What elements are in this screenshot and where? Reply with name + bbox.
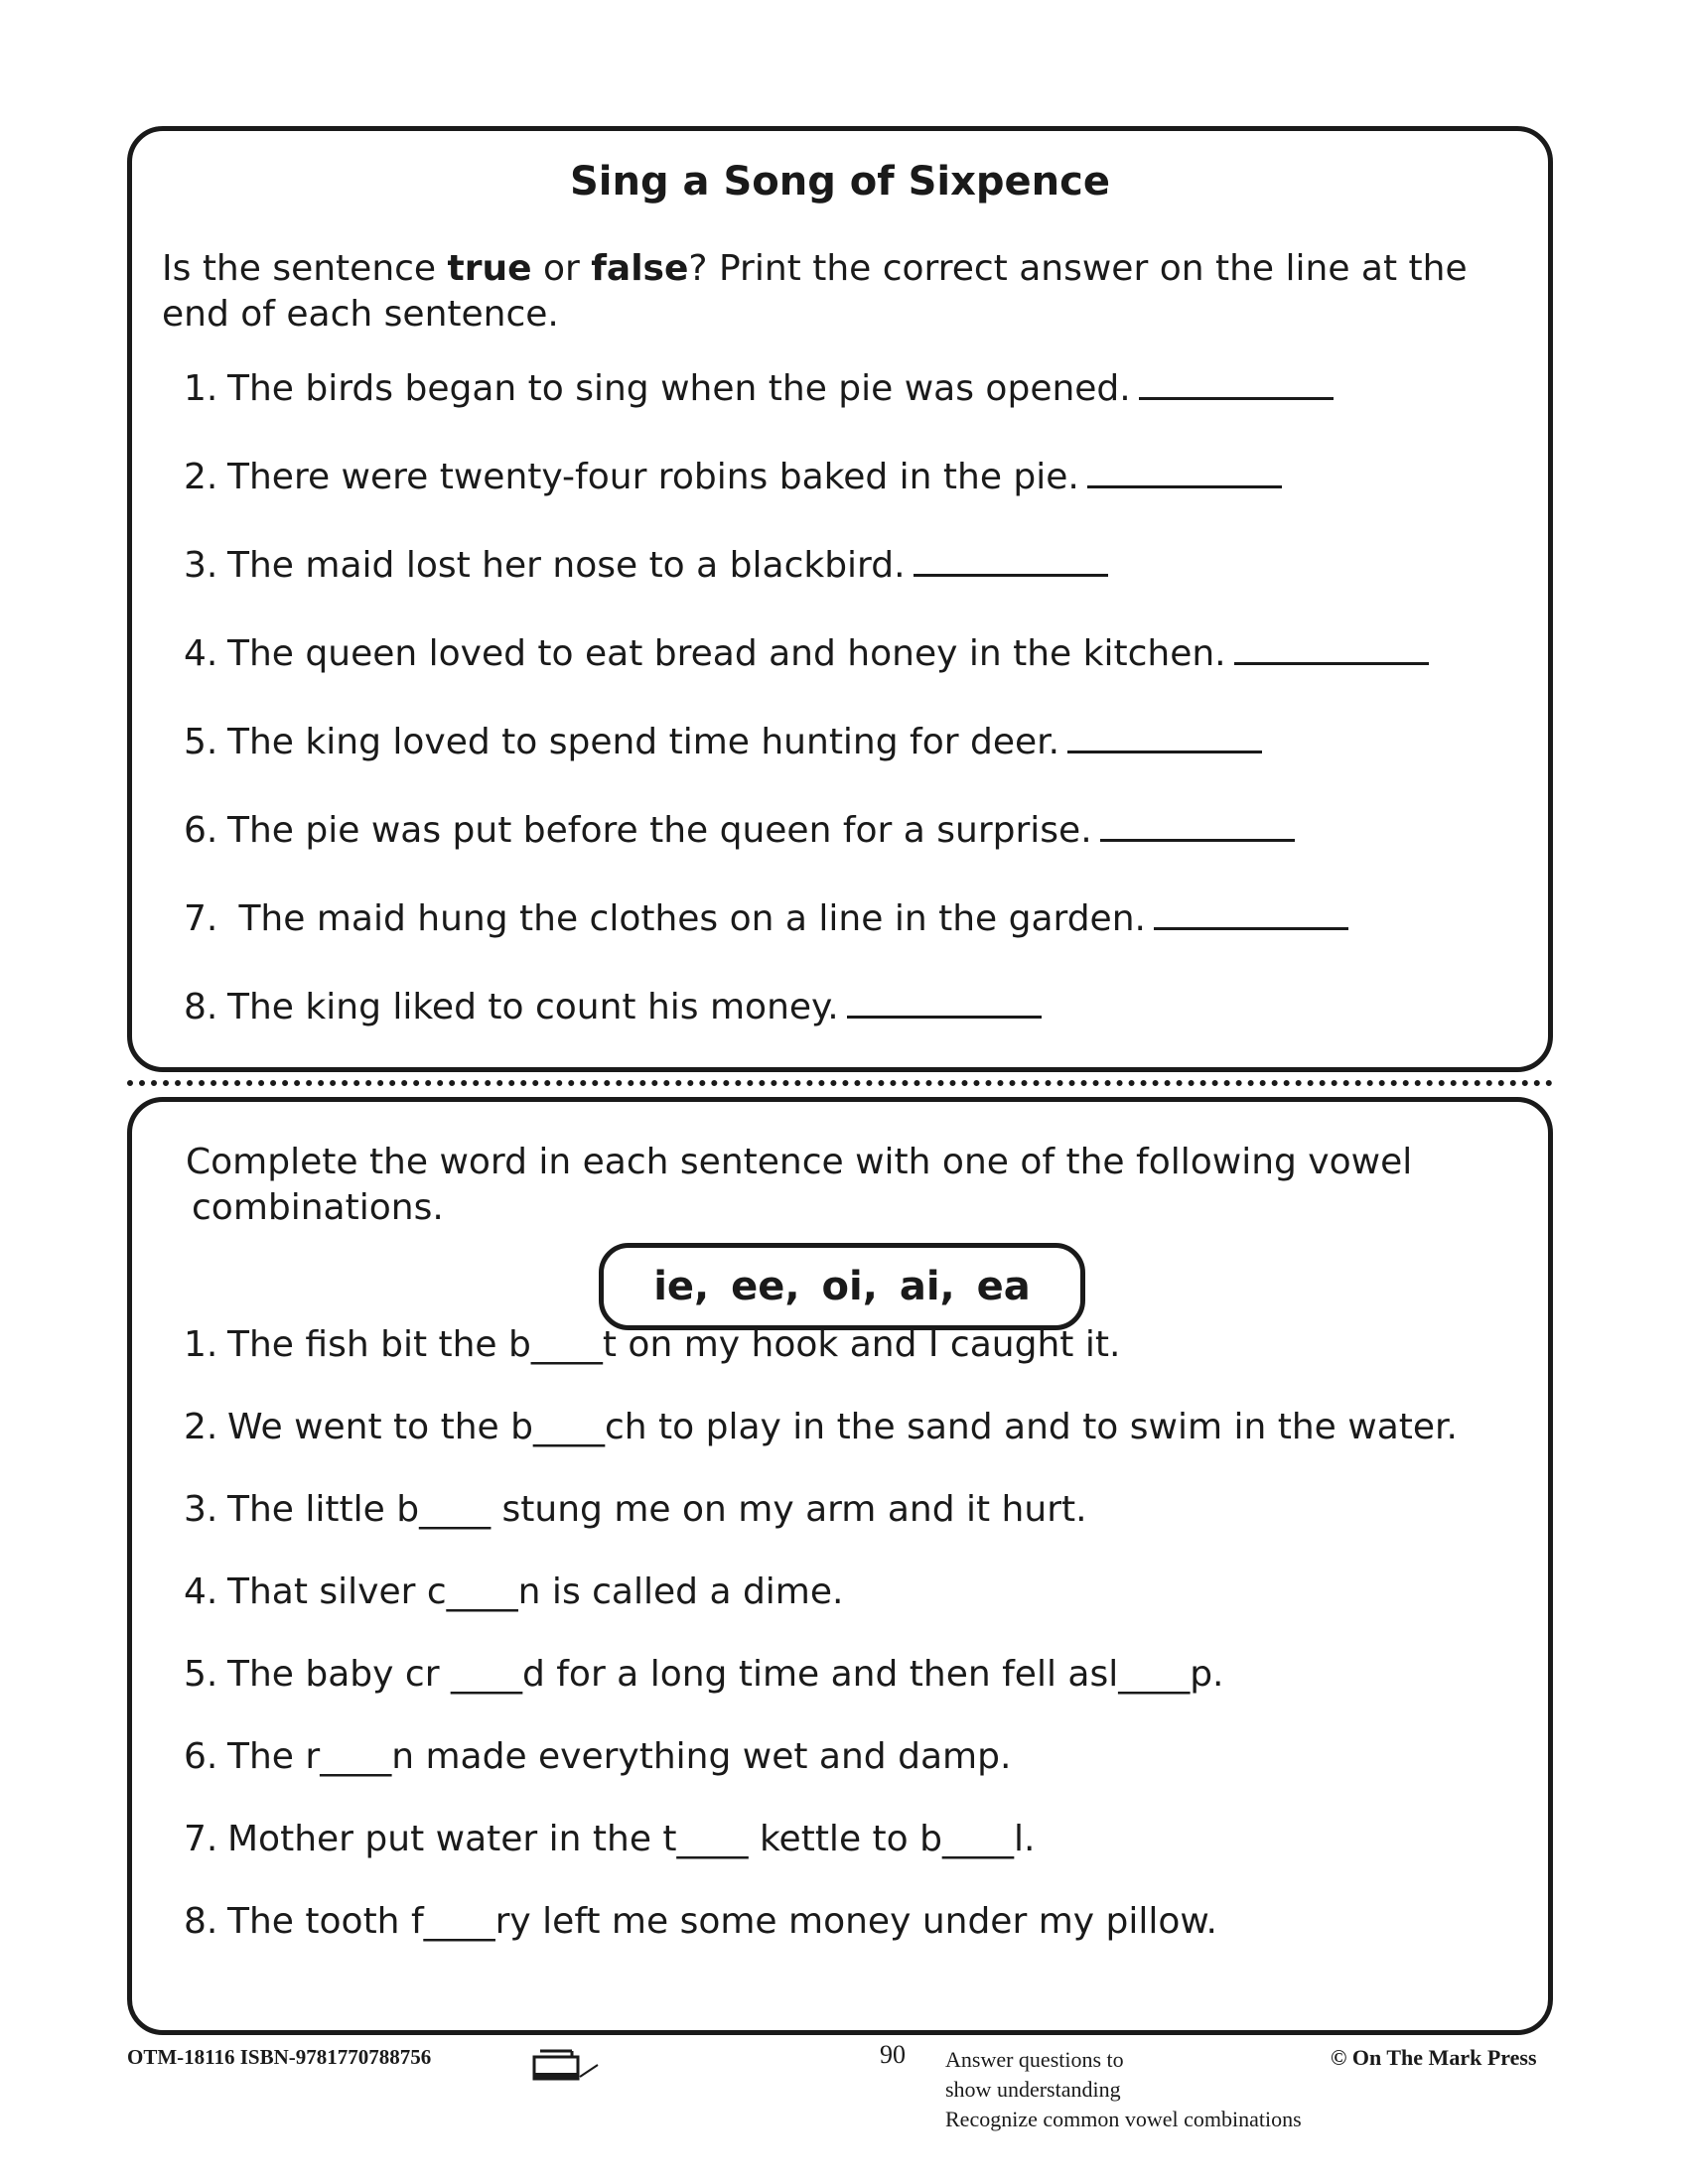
answer-line[interactable] <box>1100 809 1295 842</box>
question-item: 7. The maid hung the clothes on a line in the garden. <box>184 897 1429 937</box>
answer-line[interactable] <box>1234 632 1429 665</box>
answer-line[interactable] <box>914 544 1108 577</box>
sentence-item: 3. The little b____ stung me on my arm and it hurt. <box>184 1489 1087 1530</box>
question-item: 5. The king loved to spend time hunting for deer. <box>184 721 1429 760</box>
section-divider <box>127 1080 1553 1086</box>
fill-in-list <box>184 1325 1458 1984</box>
answer-line[interactable] <box>1087 456 1282 488</box>
sentence-item: 4. That silver c____n is called a dime. <box>184 1571 844 1612</box>
answer-line[interactable] <box>1139 367 1334 400</box>
product-code: OTM-18116 ISBN-9781770788756 <box>127 2045 432 2069</box>
question-item: 8. The king liked to count his money. <box>184 986 1429 1025</box>
vowel-combinations-box: ie, ee, oi, ai, ea <box>599 1243 1085 1330</box>
copyright: © On The Mark Press <box>1331 2045 1537 2070</box>
answer-line[interactable] <box>1154 897 1348 930</box>
answer-line[interactable] <box>1067 721 1262 753</box>
page-number: 90 <box>880 2040 906 2069</box>
pencil-box-icon <box>532 2043 602 2083</box>
answer-line[interactable] <box>847 986 1042 1019</box>
true-false-section <box>127 126 1553 1072</box>
sentence-item: 1. The fish bit the b____t on my hook and I caught it. <box>184 1324 1121 1365</box>
vowel-instructions: Complete the word in each sentence with one of the following vowel combinations. <box>186 1142 1413 1228</box>
sentence-item: 5. The baby cr ____d for a long time and then fell asl____p. <box>184 1654 1224 1695</box>
question-item: 3. The maid lost her nose to a blackbird. <box>184 544 1429 584</box>
skill-description: Answer questions to show understanding Recognize common vowel combinations <box>945 2047 1302 2131</box>
sentence-item: 6. The r____n made everything wet and damp. <box>184 1736 1012 1777</box>
sentence-item: 2. We went to the b____ch to play in the sand and to swim in the water. <box>184 1407 1458 1447</box>
question-item: 4. The queen loved to eat bread and honey in the kitchen. <box>184 632 1429 672</box>
sentence-item: 7. Mother put water in the t____ kettle to b____l. <box>184 1819 1036 1859</box>
true-false-instructions: Is the sentence true or false? Print the correct answer on the line at the end of each sentence. <box>162 248 1468 335</box>
sentence-item: 8. The tooth f____ry left me some money under my pillow. <box>184 1901 1217 1942</box>
vowel-combination-section <box>127 1097 1553 2035</box>
question-item: 1. The birds began to sing when the pie was opened. <box>184 367 1429 407</box>
true-false-list <box>184 367 1429 1074</box>
worksheet-title: Sing a Song of Sixpence <box>569 159 1110 205</box>
question-item: 6. The pie was put before the queen for a surprise. <box>184 809 1429 849</box>
question-item: 2. There were twenty-four robins baked in the pie. <box>184 456 1429 495</box>
